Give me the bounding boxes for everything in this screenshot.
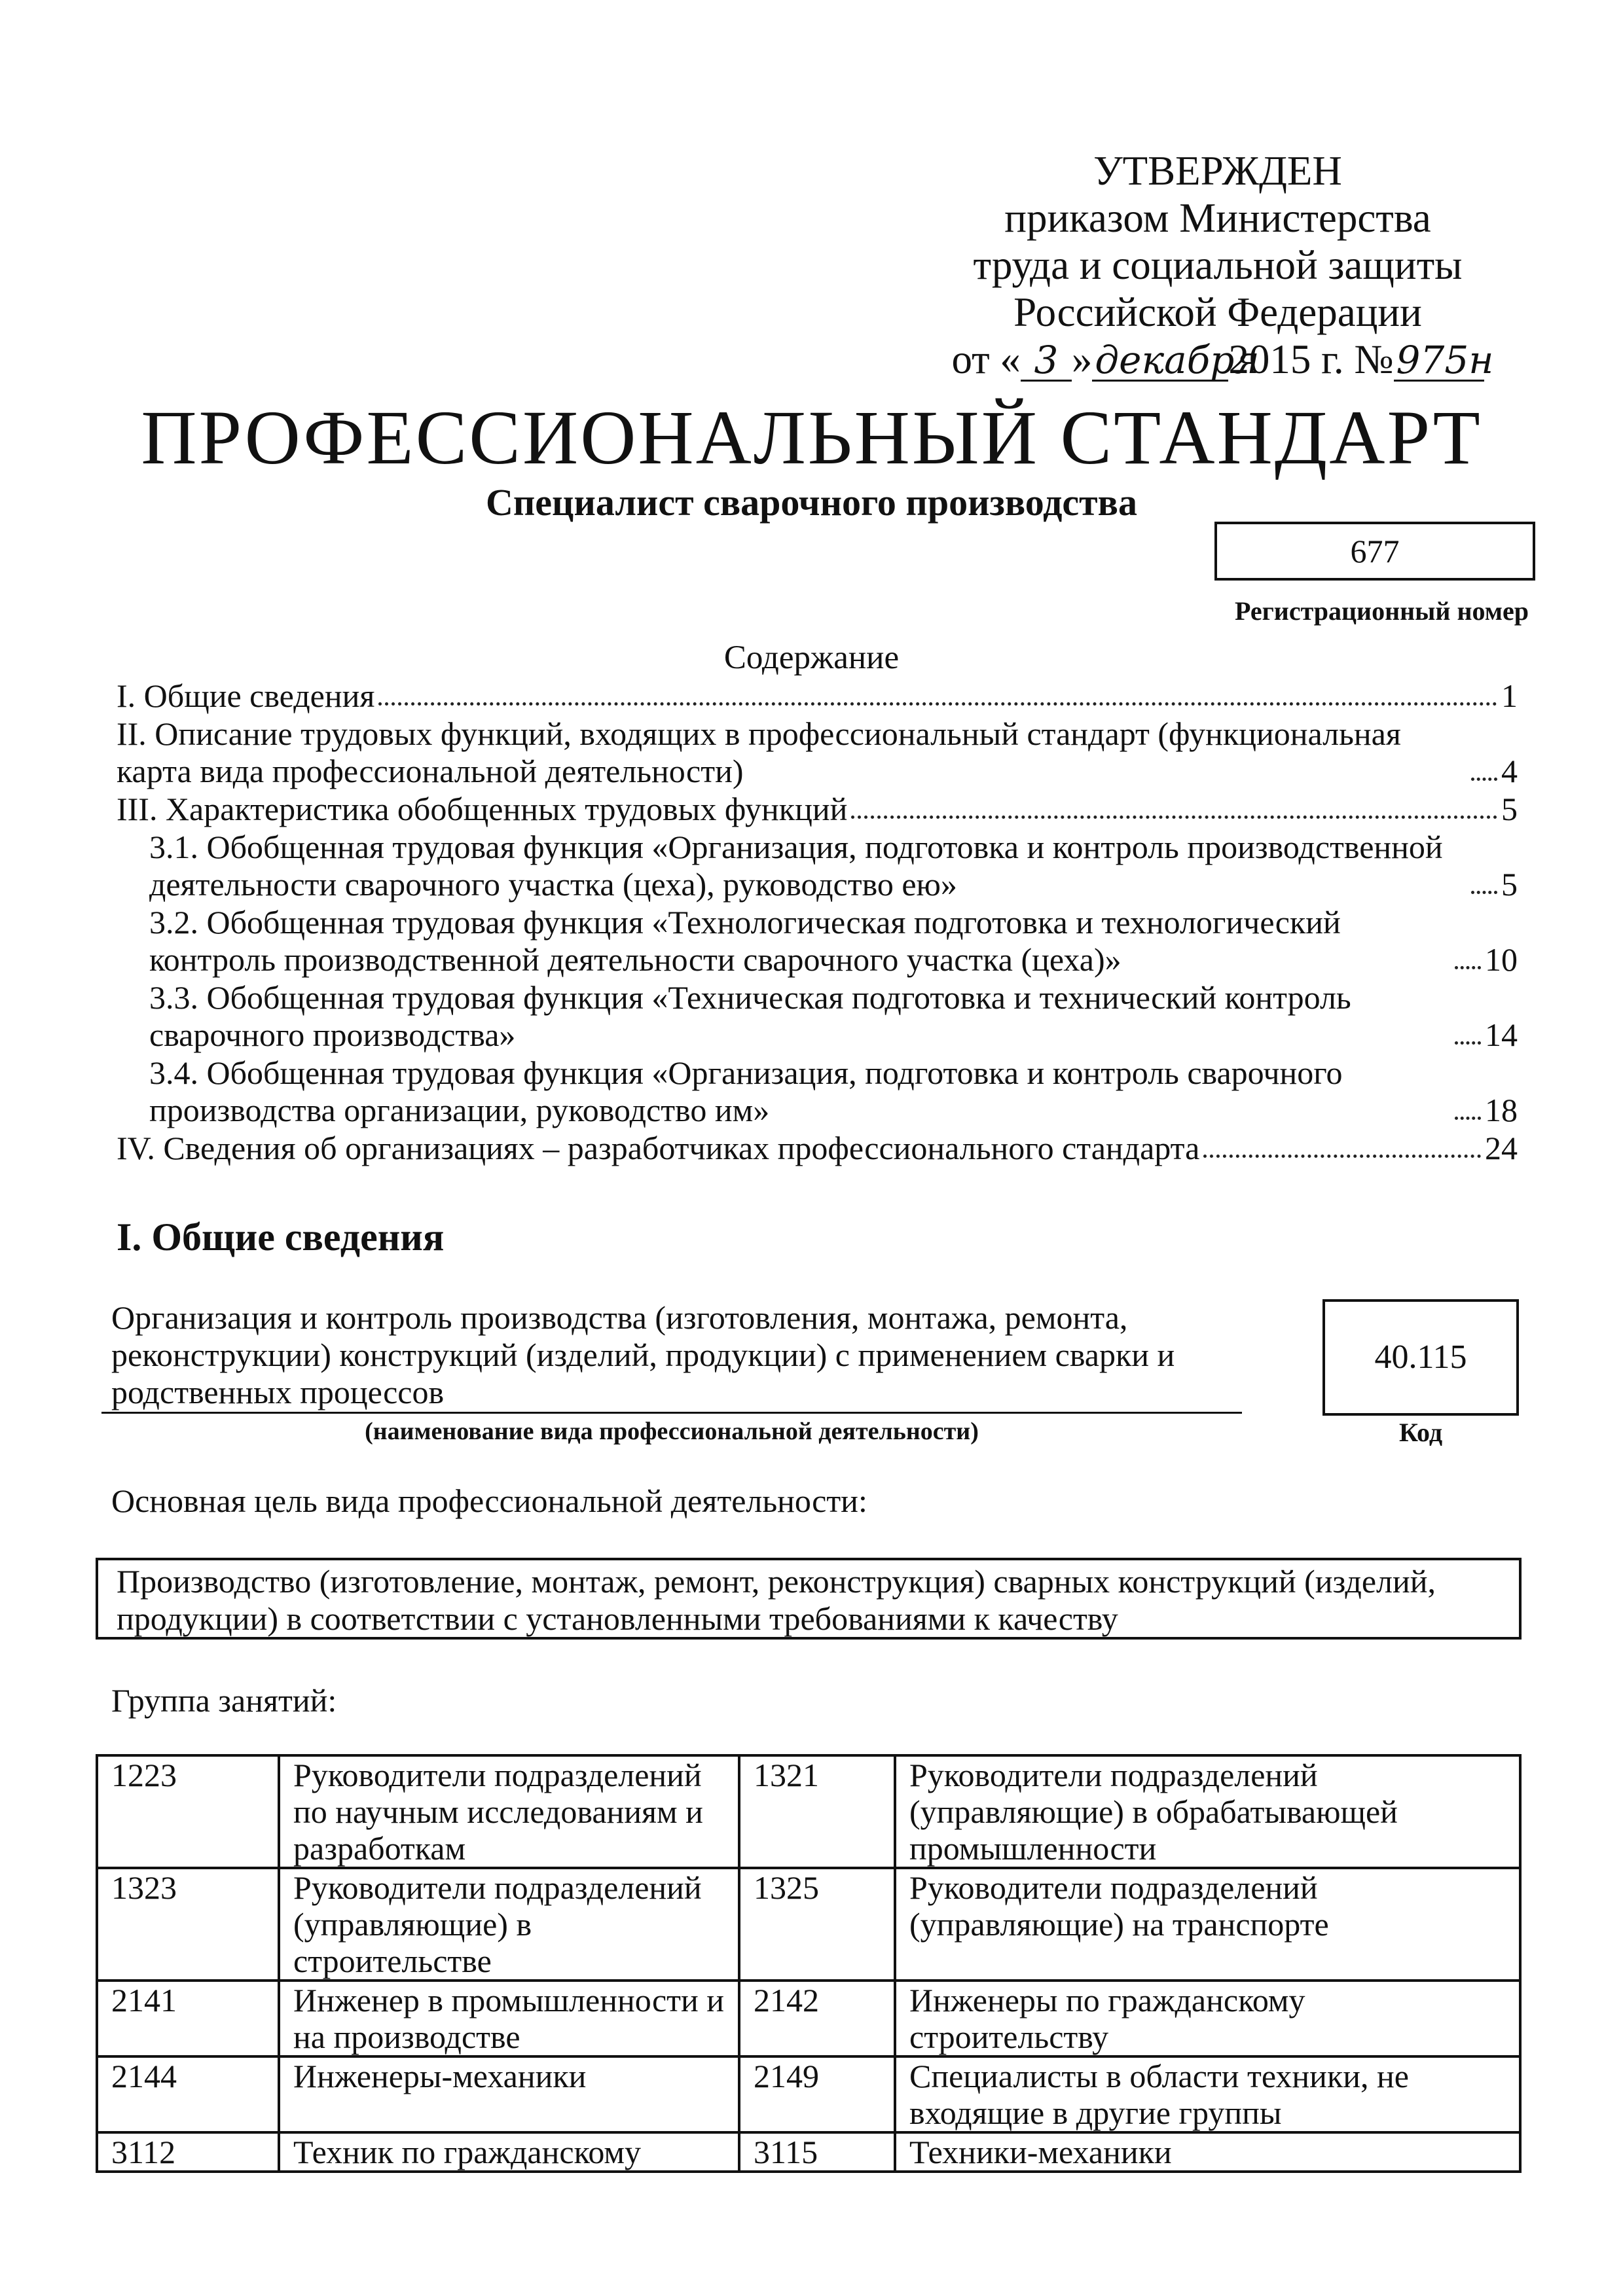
toc-entry-text: 3.2. Обобщенная трудовая функция «Технологическая подготовка и технологический контроль производственной деятельности сварочного участка (цеха)»	[149, 904, 1341, 978]
toc-entry-page: 18	[1485, 1092, 1518, 1128]
toc-entry-page: 10	[1485, 941, 1518, 978]
approval-date-line	[890, 336, 1545, 383]
toc-entry[interactable]	[117, 791, 1518, 828]
toc-entry[interactable]	[117, 677, 1518, 715]
occupation-code: 3112	[97, 2132, 279, 2172]
activity-caption: (наименование вида профессиональной деятельности)	[365, 1418, 979, 1445]
toc-entry-text: IV. Сведения об организациях – разработчиках профессионального стандарта	[117, 1130, 1200, 1166]
toc-entry[interactable]	[117, 979, 1518, 1054]
date-prefix: от «	[951, 336, 1021, 382]
approval-line-1: УТВЕРЖДЕН	[1093, 148, 1342, 194]
activity-name: Организация и контроль производства (изготовления, монтажа, ремонта, реконструкции) конструкций (изделий, продукции) с применением сварки и родственных процессов	[111, 1299, 1175, 1410]
occupation-code: 1325	[739, 1868, 895, 1981]
date-month: декабря	[1092, 340, 1228, 382]
registration-number-box: 677	[1214, 522, 1535, 581]
approval-line-4: Российской Федерации	[1013, 289, 1422, 335]
table-row	[97, 1868, 1520, 1981]
toc-leader-dots	[1471, 891, 1497, 894]
toc-entry-text: I. Общие сведения	[117, 677, 375, 714]
occupation-code: 3115	[739, 2132, 895, 2172]
document-subtitle: Специалист сварочного производства	[486, 481, 1137, 524]
toc-entry-page: 5	[1501, 791, 1518, 827]
occupation-name: Инженеры-механики	[279, 2056, 739, 2132]
document-title: ПРОФЕССИОНАЛЬНЫЙ СТАНДАРТ	[141, 395, 1482, 480]
toc-entry-text: 3.3. Обобщенная трудовая функция «Техническая подготовка и технический контроль сварочного производства»	[149, 979, 1351, 1053]
occupation-code: 1323	[97, 1868, 279, 1981]
toc-leader-dots	[378, 702, 1497, 706]
toc-leader-dots	[1455, 1117, 1481, 1120]
occupation-code: 1223	[97, 1755, 279, 1868]
occupation-code: 2149	[739, 2056, 895, 2132]
toc-entry-text: III. Характеристика обобщенных трудовых функций	[117, 791, 848, 827]
toc-entry-page: 4	[1501, 753, 1518, 789]
toc-entry[interactable]	[117, 829, 1518, 903]
section-title: I. Общие сведения	[117, 1215, 445, 1259]
toc-leader-dots	[1203, 1155, 1481, 1158]
occupation-name: Инженеры по гражданскому строительству	[895, 1981, 1520, 2056]
approval-line-2: приказом Министерства	[1004, 195, 1431, 241]
toc-leader-dots	[1455, 966, 1481, 969]
toc-entry-page: 14	[1485, 1016, 1518, 1053]
approval-line-3: труда и социальной защиты	[973, 242, 1463, 288]
toc-heading: Содержание	[723, 639, 900, 676]
occupation-name: Руководители подразделений по научным исследованиям и разработкам	[279, 1755, 739, 1868]
occupation-name: Руководители подразделений (управляющие) в строительстве	[279, 1868, 739, 1981]
goal-box: Производство (изготовление, монтаж, ремонт, реконструкция) сварных конструкций (изделий, продукции) в соответствии с установленными требованиями к качеству	[96, 1558, 1522, 1640]
toc-entry[interactable]	[117, 904, 1518, 978]
occupation-code: 2141	[97, 1981, 279, 2056]
occupation-group-label: Группа занятий:	[111, 1682, 337, 1719]
activity-code-box: 40.115	[1322, 1299, 1519, 1416]
occupation-name: Техники-механики	[895, 2132, 1520, 2172]
toc-entry[interactable]	[117, 715, 1518, 790]
goal-label: Основная цель вида профессиональной деятельности:	[111, 1482, 867, 1519]
table-row	[97, 1755, 1520, 1868]
toc-leader-dots	[851, 816, 1497, 819]
occupation-group-table	[96, 1754, 1522, 2173]
occupation-name: Специалисты в области техники, не входящие в другие группы	[895, 2056, 1520, 2132]
occupation-code: 2142	[739, 1981, 895, 2056]
toc-leader-dots	[1455, 1041, 1481, 1045]
toc-entry[interactable]	[117, 1130, 1518, 1167]
date-mid: »	[1071, 336, 1093, 382]
registration-number-caption: Регистрационный номер	[1234, 596, 1529, 626]
toc-entry-text: II. Описание трудовых функций, входящих в профессиональный стандарт (функциональная карта вида профессиональной деятельности)	[117, 715, 1401, 789]
occupation-name: Техник по гражданскому	[279, 2132, 739, 2172]
toc-entry-text: 3.4. Обобщенная трудовая функция «Организация, подготовка и контроль сварочного производства организации, руководство им»	[149, 1054, 1343, 1128]
occupation-code: 1321	[739, 1755, 895, 1868]
table-of-contents	[117, 677, 1518, 1168]
activity-code-caption: Код	[1398, 1418, 1443, 1447]
table-row	[97, 2056, 1520, 2132]
table-row	[97, 1981, 1520, 2056]
toc-entry-text: 3.1. Обобщенная трудовая функция «Организация, подготовка и контроль производственной деятельности сварочного участка (цеха), руководство ею»	[149, 829, 1443, 903]
occupation-name: Руководители подразделений (управляющие) на транспорте	[895, 1868, 1520, 1981]
approval-block	[890, 147, 1545, 383]
date-year: 2015 г. №	[1228, 336, 1394, 382]
occupation-name: Руководители подразделений (управляющие) в обрабатывающей промышленности	[895, 1755, 1520, 1868]
order-number: 975н	[1394, 340, 1484, 382]
toc-entry-page: 5	[1501, 866, 1518, 903]
occupation-name: Инженер в промышленности и на производстве	[279, 1981, 739, 2056]
occupation-code: 2144	[97, 2056, 279, 2132]
toc-leader-dots	[1471, 778, 1497, 781]
date-day: 3	[1021, 340, 1072, 382]
table-row	[97, 2132, 1520, 2172]
toc-entry[interactable]	[117, 1054, 1518, 1129]
activity-underline	[101, 1412, 1242, 1414]
toc-entry-page: 1	[1501, 677, 1518, 714]
toc-entry-page: 24	[1485, 1130, 1518, 1166]
